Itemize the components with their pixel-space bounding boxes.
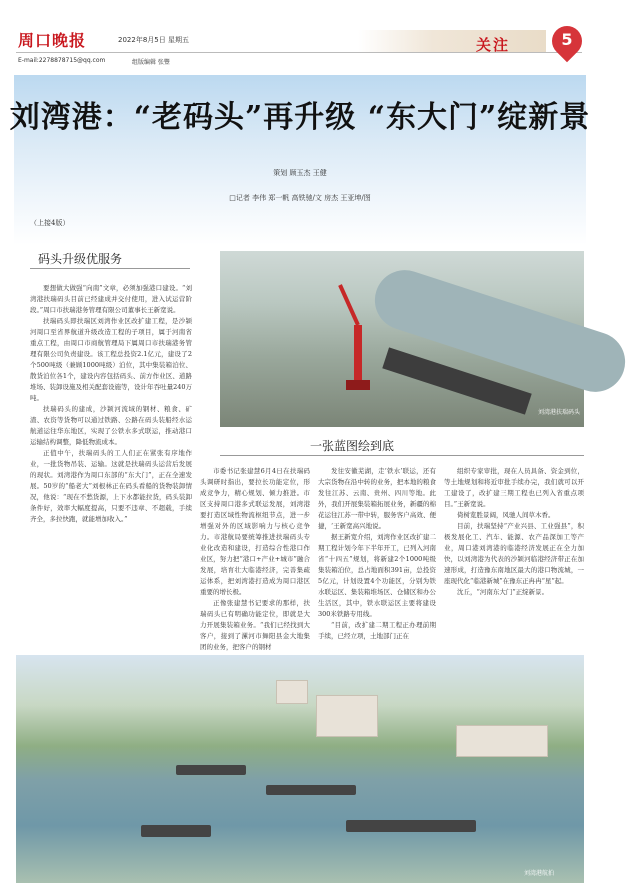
paragraph: 正像张建慧书记要求的那样，扶瑞码头已有明确功能定位，即就是大力开展集装箱业务。“我们已经找到大客户，接到了漯河市舞阳县金大地集团的业务，把客户的钢材: [200, 599, 310, 651]
photo-caption: 刘湾港扶瑞码头: [538, 409, 581, 416]
paragraph: 正值中午，扶瑞码头的工人们正在紧张有序地作业，一批货物吊装、运输。这就是扶瑞码头运营后发展的现状。刘湾港作为周口东部的“东大门”，正在全速发展。50岁的“船老大”刘根林正在码头看船的货物装卸情况，他说：“现在不愁货源，上下水都能拉货，码头装卸条件好，效率大幅度提高，只要不违章、不超载，手续齐全，多拉快跑，就能增加收入。”: [30, 449, 192, 523]
text-column-mid: [200, 466, 310, 651]
text-column-left: [30, 283, 192, 645]
paragraph: 扶瑞码头的建成，沙颍河流域的钢材、粮食、矿渣、农资等货物可以通过铁路、公路在码头装船经水运航道运往华东地区，实现了公铁水多式联运，推动港口运输结构调整，降低物流成本。: [30, 405, 192, 446]
paragraph: 市委书记张建慧6月4日在扶瑞码头调研时指出，要拉长功能定位，形成竞争力，精心规划、倾力推进。市区支持周口港多式联运发展，刘湾港要打造区域性物流枢纽节点，进一步增强对外的区域影响力与核心竞争力。市港航局要统筹推进扶瑞码头专业化改造和建设，打造综合性港口作业区，努力把“港口+产业+城市”融合发展，培育壮大临港经济，完善集疏运体系，把刘湾港打造成为周口港区重要的增长极。: [200, 467, 310, 596]
ship-shape: [176, 765, 246, 775]
paragraph: 发往安徽芜湖，走‘铁水’联运，还有大宗货物在沿中转的业务，把本地的粮食发往江苏、云南、贵州、四川等地。此外，我们开展集装箱拓展业务，新疆的棉花运往江苏一带中转，服务客户高效、便捷，‘王新宽高兴地说。: [318, 467, 436, 530]
photo-caption: 刘湾港航拍: [524, 870, 555, 877]
page-header: [0, 0, 600, 75]
paragraph: 沈丘，“河南东大门”正绽新景。: [457, 588, 549, 596]
continued-note: （上接4版）: [30, 219, 70, 227]
paragraph: 要想做大做强“向南”文章，必须加强港口建设。“刘湾港扶瑞码头目前已经建成并交付使用，进入试运营阶段。”周口市扶瑞港务管理有限公司董事长王新宽说。: [30, 284, 192, 314]
paragraph: 组织专家审批，现在人员具备、资金到位，等土地规划和将近审批手续办完，我们就可以开工建设了，改扩建三期工程也已列入省重点项目。”王新宽说。: [444, 467, 584, 508]
building-shape: [316, 695, 378, 737]
paragraph: “目前，改扩建二期工程正办理前期手续，已经立项，土地部门正在: [318, 621, 436, 640]
text-column-right-a: [318, 466, 436, 646]
paragraph: 据王新宽介绍，刘湾作业区改扩建二期工程计划今年下半年开工，已列入河南省“十四五”规划，将新建2个1000吨级集装箱泊位，总占地面积391亩，总投资5亿元，计划设置4个功能区，分别为铁水联运区、集装箱堆场区、仓储区和办公生活区，其中，铁水联运区主要将建设300米铁路专用线。: [318, 533, 436, 618]
subhead-rule: [30, 268, 190, 269]
paragraph: 倚树览胜景阔，风驰人间草木香。: [457, 511, 555, 519]
section-title: 关注: [476, 36, 511, 54]
article-title: 刘湾港：“老码头”再升级 “东大门”绽新景: [9, 100, 591, 135]
contact-email[interactable]: E-mail:2278878715@qq.com: [18, 57, 106, 64]
subhead-rule: [220, 455, 584, 456]
ship-shape: [346, 820, 476, 832]
article-credits: □记者 李伟 郑一帆 高铁驰/文 房杰 王亚坤/图: [229, 194, 371, 202]
article-planner: 策划 顾玉杰 王健: [273, 169, 327, 177]
paragraph: 扶瑞码头即扶瑞区刘湾作业区改扩建工程，是沙颍河周口至省界航道升级改造工程的子项目，属于河南省重点工程，由周口市商航管理局下属周口市扶瑞港务管理有限公司负责建设。该工程总投资2.1亿元，建设了2个500吨级（兼顾1000吨级）泊位，其中集装箱泊位、散货泊位各1个，建设内容包括码头、前方作业区、道路堆场、装卸设施及相关配套设施等，设计年吞吐量240万吨。: [30, 317, 192, 402]
aerial-photo: [16, 655, 584, 883]
building-shape: [276, 680, 308, 704]
subhead-port-service: 码头升级优服务: [38, 252, 123, 266]
subhead-blueprint: 一张蓝图绘到底: [310, 439, 395, 453]
newspaper-logo: 周口晚报: [18, 31, 87, 50]
paragraph: 目前，扶瑞坚持“产业兴县、工业强县”，积极发展化工、汽车、能源、农产品深加工等产业，周口港刘湾港的临港经济发展正在全力加快，以刘湾港为代表的沙颍河临港经济带正在加速形成，打造豫东南地区最大的港口物流城，一座现代化“临港新城”在豫东正冉冉“星”起。: [444, 522, 584, 585]
ship-shape: [266, 785, 356, 795]
river-shape: [367, 262, 633, 399]
crane-icon: [340, 285, 376, 395]
text-column-right-b: [444, 466, 584, 646]
issue-date: 2022年8月5日 星期五: [118, 36, 189, 44]
section-band: [358, 30, 546, 52]
page-number: 5: [561, 30, 573, 49]
ship-shape: [141, 825, 211, 837]
building-shape: [456, 725, 548, 757]
layout-editor: 组版编辑 张豐: [132, 59, 170, 66]
